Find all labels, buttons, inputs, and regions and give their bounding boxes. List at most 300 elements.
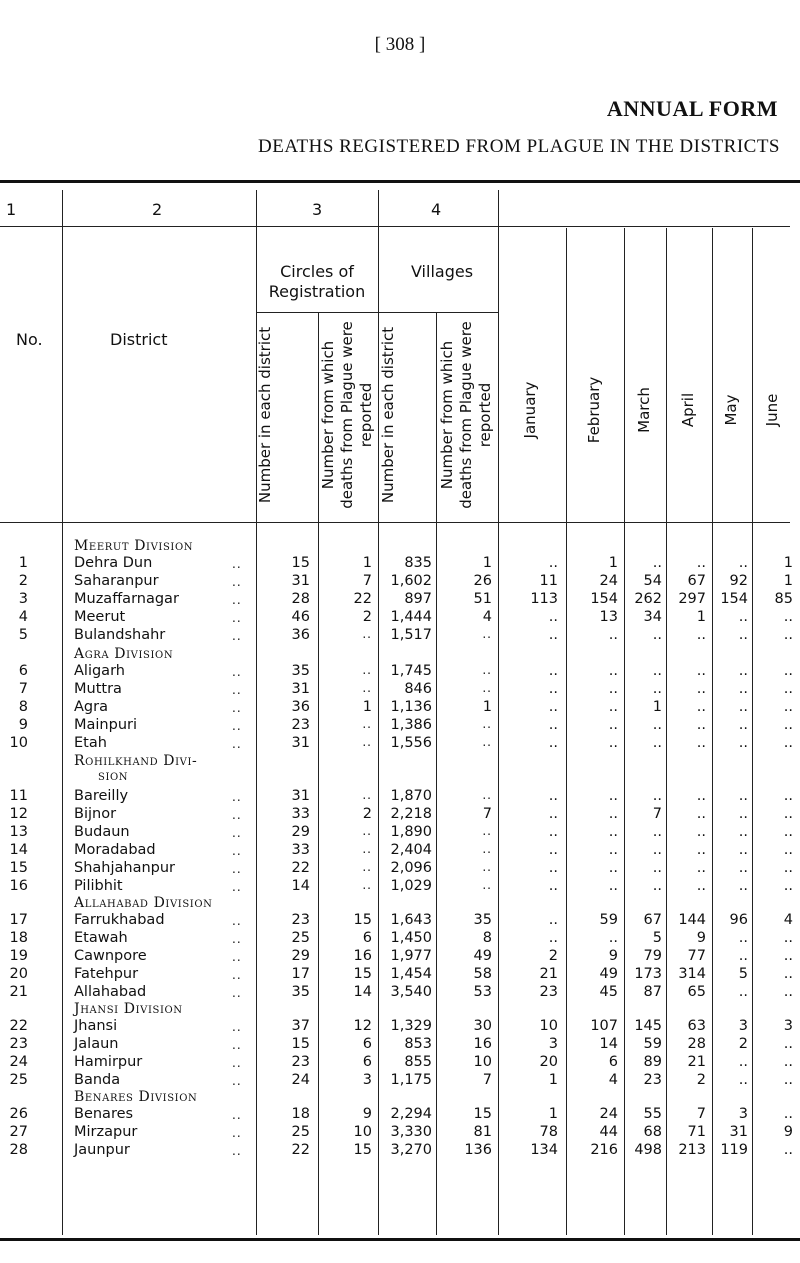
cell-c-num: 37: [291, 1018, 310, 1034]
cell-month: 1: [548, 1072, 558, 1088]
bottom-rule: [0, 1238, 800, 1241]
cell-month: 314: [678, 966, 706, 982]
col-divider: [436, 312, 437, 1235]
cell-month: ..: [738, 555, 748, 571]
row-number: 19: [9, 948, 28, 964]
cell-month: ..: [738, 609, 748, 625]
division-heading: Meerut Division: [74, 538, 194, 554]
cell-month: 297: [678, 591, 706, 607]
cell-v-num: 1,602: [390, 573, 432, 589]
leader-dots: ..: [232, 862, 242, 876]
cell-month: ..: [652, 842, 662, 858]
month-header-january: January: [521, 381, 539, 439]
cell-month: 44: [599, 1124, 618, 1140]
cell-v-num: 1,386: [390, 717, 432, 733]
row-number: 4: [18, 609, 28, 625]
cell-month: 5: [652, 930, 662, 946]
cell-v-num: 853: [404, 1036, 432, 1052]
cell-v-rep: ..: [482, 735, 492, 749]
leader-dots: ..: [232, 719, 242, 733]
cell-month: 1: [696, 609, 706, 625]
cell-v-num: 1,029: [390, 878, 432, 894]
cell-c-rep: ..: [362, 735, 372, 749]
district-name: Dehra Dun: [74, 555, 153, 571]
cell-v-num: 846: [404, 681, 432, 697]
cell-v-rep: 26: [473, 573, 492, 589]
cell-month: ..: [608, 842, 618, 858]
column-number: 1: [6, 200, 17, 219]
cell-v-rep: 136: [464, 1142, 492, 1158]
row-number: 12: [9, 806, 28, 822]
leader-dots: ..: [232, 1144, 242, 1158]
cell-c-num: 29: [291, 824, 310, 840]
cell-month: ..: [738, 1072, 748, 1088]
cell-v-rep: 7: [482, 806, 492, 822]
row-number: 20: [9, 966, 28, 982]
cell-month: ..: [548, 930, 558, 946]
cell-month: ..: [783, 984, 793, 1000]
cell-month: ..: [548, 627, 558, 643]
cell-c-num: 31: [291, 735, 310, 751]
cell-month: 23: [539, 984, 558, 1000]
cell-v-num: 1,175: [390, 1072, 432, 1088]
division-heading: Agra Division: [74, 646, 174, 662]
month-header-march: March: [635, 387, 653, 433]
cell-v-rep: 15: [473, 1106, 492, 1122]
cell-v-rep: ..: [482, 878, 492, 892]
cell-month: ..: [608, 860, 618, 876]
cell-c-rep: ..: [362, 878, 372, 892]
cell-c-num: 23: [291, 717, 310, 733]
cell-month: ..: [738, 1054, 748, 1070]
cell-month: 262: [634, 591, 662, 607]
cell-month: 28: [687, 1036, 706, 1052]
cell-month: 173: [634, 966, 662, 982]
cell-month: ..: [608, 717, 618, 733]
column-number: 4: [431, 200, 442, 219]
cell-c-rep: 1: [362, 555, 372, 571]
row-number: 18: [9, 930, 28, 946]
cell-v-rep: 16: [473, 1036, 492, 1052]
cell-c-rep: 6: [362, 930, 372, 946]
cell-v-rep: 1: [482, 699, 492, 715]
district-name: Etawah: [74, 930, 128, 946]
row-number: 10: [9, 735, 28, 751]
cell-month: 49: [599, 966, 618, 982]
cell-month: ..: [783, 1054, 793, 1070]
cell-month: ..: [783, 806, 793, 822]
leader-dots: ..: [232, 575, 242, 589]
cell-month: ..: [548, 878, 558, 894]
cell-c-rep: ..: [362, 681, 372, 695]
cell-month: ..: [783, 878, 793, 894]
cell-v-rep: ..: [482, 860, 492, 874]
leader-dots: ..: [232, 914, 242, 928]
cell-month: ..: [548, 681, 558, 697]
cell-c-rep: 15: [353, 966, 372, 982]
row-number: 28: [9, 1142, 28, 1158]
leader-dots: ..: [232, 932, 242, 946]
cell-month: ..: [608, 663, 618, 679]
division-heading: Jhansi Division: [74, 1001, 183, 1017]
district-name: Banda: [74, 1072, 121, 1088]
cell-month: ..: [696, 627, 706, 643]
district-name: Bijnor: [74, 806, 117, 822]
row-number: 15: [9, 860, 28, 876]
district-name: Saharanpur: [74, 573, 159, 589]
cell-month: ..: [696, 788, 706, 804]
cell-v-rep: 30: [473, 1018, 492, 1034]
cell-v-rep: ..: [482, 788, 492, 802]
row-number: 2: [18, 573, 28, 589]
cell-month: ..: [696, 878, 706, 894]
cell-month: ..: [738, 663, 748, 679]
cell-month: ..: [783, 930, 793, 946]
villages-number-header: Number in each district: [379, 326, 397, 504]
cell-c-rep: 16: [353, 948, 372, 964]
cell-month: ..: [696, 681, 706, 697]
cell-month: 89: [643, 1054, 662, 1070]
cell-month: 45: [599, 984, 618, 1000]
villages-header: Villages: [410, 262, 474, 281]
row-number: 17: [9, 912, 28, 928]
cell-v-rep: 8: [482, 930, 492, 946]
cell-month: 24: [599, 573, 618, 589]
cell-v-num: 1,136: [390, 699, 432, 715]
cell-month: 1: [608, 555, 618, 571]
cell-c-rep: 7: [362, 573, 372, 589]
circles-number-header: Number in each district: [256, 326, 274, 504]
cell-month: 1: [652, 699, 662, 715]
cell-month: 5: [738, 966, 748, 982]
leader-dots: ..: [232, 1108, 242, 1122]
cell-month: ..: [783, 699, 793, 715]
district-name: Agra: [74, 699, 108, 715]
cell-month: ..: [652, 681, 662, 697]
district-name: Allahabad: [74, 984, 147, 1000]
division-heading: Allahabad Division: [74, 895, 213, 911]
cell-c-num: 31: [291, 788, 310, 804]
col-divider: [566, 228, 567, 1235]
cell-month: 87: [643, 984, 662, 1000]
cell-month: ..: [548, 842, 558, 858]
row-number: 21: [9, 984, 28, 1000]
row-number: 13: [9, 824, 28, 840]
cell-month: ..: [783, 627, 793, 643]
cell-month: ..: [608, 824, 618, 840]
cell-c-rep: 9: [362, 1106, 372, 1122]
cell-month: 2: [696, 1072, 706, 1088]
cell-month: 144: [678, 912, 706, 928]
cell-month: 3: [738, 1018, 748, 1034]
month-header-february: February: [585, 376, 603, 444]
cell-v-rep: ..: [482, 824, 492, 838]
district-name: Muzaffarnagar: [74, 591, 179, 607]
cell-month: ..: [738, 878, 748, 894]
cell-month: 21: [687, 1054, 706, 1070]
district-name: Farrukhabad: [74, 912, 165, 928]
leader-dots: ..: [232, 844, 242, 858]
cell-month: ..: [783, 1142, 793, 1158]
cell-month: ..: [783, 717, 793, 733]
district-name: Jhansi: [74, 1018, 118, 1034]
cell-v-rep: ..: [482, 663, 492, 677]
cell-c-rep: 6: [362, 1054, 372, 1070]
leader-dots: ..: [232, 593, 242, 607]
cell-v-num: 3,330: [390, 1124, 432, 1140]
page-title: ANNUAL FORM: [606, 96, 778, 121]
leader-dots: ..: [232, 683, 242, 697]
district-name: Mainpuri: [74, 717, 137, 733]
cell-c-num: 22: [291, 1142, 310, 1158]
cell-month: ..: [608, 806, 618, 822]
cell-month: 85: [774, 591, 793, 607]
cell-c-rep: 10: [353, 1124, 372, 1140]
month-header-april: April: [679, 392, 697, 428]
leader-dots: ..: [232, 1020, 242, 1034]
cell-month: 113: [530, 591, 558, 607]
cell-v-rep: 49: [473, 948, 492, 964]
cell-c-num: 33: [291, 806, 310, 822]
cell-month: ..: [738, 984, 748, 1000]
district-header: District: [110, 330, 168, 349]
row-number: 25: [9, 1072, 28, 1088]
district-name: Fatehpur: [74, 966, 139, 982]
cell-month: 31: [729, 1124, 748, 1140]
cell-month: 3: [548, 1036, 558, 1052]
cell-month: ..: [738, 930, 748, 946]
cell-c-num: 17: [291, 966, 310, 982]
cell-month: 77: [687, 948, 706, 964]
cell-c-rep: ..: [362, 860, 372, 874]
cell-month: 216: [590, 1142, 618, 1158]
cell-month: 119: [720, 1142, 748, 1158]
cell-month: 21: [539, 966, 558, 982]
cell-month: ..: [548, 788, 558, 804]
district-name: Bulandshahr: [74, 627, 166, 643]
leader-dots: ..: [232, 1038, 242, 1052]
cell-c-rep: 15: [353, 912, 372, 928]
district-name: Hamirpur: [74, 1054, 143, 1070]
cell-month: 67: [643, 912, 662, 928]
row-number: 9: [18, 717, 28, 733]
cell-month: ..: [783, 788, 793, 804]
cell-month: 10: [539, 1018, 558, 1034]
cell-month: 55: [643, 1106, 662, 1122]
row-number: 1: [18, 555, 28, 571]
cell-month: 498: [634, 1142, 662, 1158]
cell-c-rep: 12: [353, 1018, 372, 1034]
district-name: Budaun: [74, 824, 130, 840]
leader-dots: ..: [232, 880, 242, 894]
cell-month: ..: [696, 699, 706, 715]
cell-month: ..: [783, 842, 793, 858]
cell-month: 213: [678, 1142, 706, 1158]
cell-month: ..: [608, 788, 618, 804]
cell-month: 68: [643, 1124, 662, 1140]
cell-month: 79: [643, 948, 662, 964]
leader-dots: ..: [232, 629, 242, 643]
cell-c-rep: 15: [353, 1142, 372, 1158]
cell-month: ..: [652, 788, 662, 804]
cell-c-num: 36: [291, 627, 310, 643]
cell-month: ..: [696, 842, 706, 858]
cell-c-rep: 1: [362, 699, 372, 715]
cell-c-rep: 2: [362, 806, 372, 822]
cell-month: ..: [608, 735, 618, 751]
leader-dots: ..: [232, 557, 242, 571]
cell-month: ..: [738, 842, 748, 858]
cell-v-num: 1,870: [390, 788, 432, 804]
cell-v-num: 1,444: [390, 609, 432, 625]
cell-v-num: 3,270: [390, 1142, 432, 1158]
cell-month: ..: [548, 824, 558, 840]
row-number: 8: [18, 699, 28, 715]
cell-month: ..: [652, 627, 662, 643]
cell-c-num: 33: [291, 842, 310, 858]
cell-c-num: 25: [291, 1124, 310, 1140]
district-name: Mirzapur: [74, 1124, 138, 1140]
district-name: Aligarh: [74, 663, 125, 679]
division-heading: sion: [98, 768, 129, 784]
cell-v-num: 897: [404, 591, 432, 607]
cell-c-rep: 14: [353, 984, 372, 1000]
cell-month: 4: [783, 912, 793, 928]
cell-month: 11: [539, 573, 558, 589]
cell-v-num: 1,556: [390, 735, 432, 751]
cell-month: ..: [548, 912, 558, 928]
cell-v-rep: ..: [482, 717, 492, 731]
cell-month: 34: [643, 609, 662, 625]
cell-month: 145: [634, 1018, 662, 1034]
cell-v-rep: ..: [482, 627, 492, 641]
cell-v-num: 2,096: [390, 860, 432, 876]
cell-month: 134: [530, 1142, 558, 1158]
col-divider: [62, 190, 63, 1235]
no-header: No.: [16, 330, 43, 349]
header-rule-3: [0, 522, 790, 523]
cell-month: 2: [548, 948, 558, 964]
row-number: 27: [9, 1124, 28, 1140]
cell-month: ..: [652, 824, 662, 840]
cell-month: ..: [652, 878, 662, 894]
cell-month: ..: [608, 681, 618, 697]
district-name: Shahjahanpur: [74, 860, 176, 876]
cell-c-num: 36: [291, 699, 310, 715]
col-divider: [498, 190, 499, 1235]
column-number: 3: [312, 200, 323, 219]
cell-c-num: 14: [291, 878, 310, 894]
cell-c-num: 15: [291, 1036, 310, 1052]
division-heading: Rohilkhand Divi-: [74, 753, 198, 769]
cell-month: ..: [783, 948, 793, 964]
row-number: 11: [9, 788, 28, 804]
cell-month: ..: [783, 860, 793, 876]
column-number: 2: [152, 200, 163, 219]
cell-month: ..: [696, 806, 706, 822]
cell-month: ..: [738, 717, 748, 733]
district-name: Etah: [74, 735, 107, 751]
cell-month: ..: [548, 609, 558, 625]
row-number: 16: [9, 878, 28, 894]
cell-month: ..: [548, 717, 558, 733]
cell-c-num: 31: [291, 681, 310, 697]
district-name: Bareilly: [74, 788, 129, 804]
cell-v-num: 1,745: [390, 663, 432, 679]
cell-c-num: 23: [291, 912, 310, 928]
cell-c-rep: ..: [362, 627, 372, 641]
cell-month: 2: [738, 1036, 748, 1052]
circles-header: Circles of Registration: [268, 262, 366, 301]
cell-month: 3: [783, 1018, 793, 1034]
district-name: Moradabad: [74, 842, 156, 858]
row-number: 26: [9, 1106, 28, 1122]
cell-month: ..: [696, 555, 706, 571]
cell-month: ..: [738, 788, 748, 804]
cell-month: 9: [608, 948, 618, 964]
cell-month: ..: [608, 627, 618, 643]
leader-dots: ..: [232, 808, 242, 822]
leader-dots: ..: [232, 1056, 242, 1070]
row-number: 23: [9, 1036, 28, 1052]
cell-v-num: 1,450: [390, 930, 432, 946]
cell-month: 14: [599, 1036, 618, 1052]
cell-v-rep: 4: [482, 609, 492, 625]
district-name: Pilibhit: [74, 878, 123, 894]
cell-month: ..: [783, 735, 793, 751]
header-rule-1: [0, 226, 790, 227]
cell-v-rep: ..: [482, 842, 492, 856]
cell-v-num: 1,643: [390, 912, 432, 928]
cell-month: 71: [687, 1124, 706, 1140]
leader-dots: ..: [232, 986, 242, 1000]
cell-month: 23: [643, 1072, 662, 1088]
cell-month: 9: [696, 930, 706, 946]
cell-month: ..: [783, 663, 793, 679]
cell-c-num: 22: [291, 860, 310, 876]
cell-c-num: 15: [291, 555, 310, 571]
cell-c-num: 31: [291, 573, 310, 589]
cell-c-rep: ..: [362, 663, 372, 677]
cell-month: ..: [738, 699, 748, 715]
row-number: 6: [18, 663, 28, 679]
leader-dots: ..: [232, 701, 242, 715]
leader-dots: ..: [232, 950, 242, 964]
cell-month: ..: [738, 860, 748, 876]
cell-month: 59: [643, 1036, 662, 1052]
cell-month: ..: [783, 1036, 793, 1052]
cell-month: ..: [738, 681, 748, 697]
cell-month: ..: [548, 735, 558, 751]
leader-dots: ..: [232, 1126, 242, 1140]
division-heading: Benares Division: [74, 1089, 198, 1105]
cell-month: ..: [608, 930, 618, 946]
row-number: 22: [9, 1018, 28, 1034]
cell-month: 107: [590, 1018, 618, 1034]
cell-v-num: 1,329: [390, 1018, 432, 1034]
cell-month: 1: [783, 555, 793, 571]
row-number: 3: [18, 591, 28, 607]
cell-v-num: 2,218: [390, 806, 432, 822]
cell-month: 65: [687, 984, 706, 1000]
cell-month: ..: [696, 663, 706, 679]
district-name: Benares: [74, 1106, 134, 1122]
leader-dots: ..: [232, 968, 242, 982]
cell-month: 9: [783, 1124, 793, 1140]
cell-month: ..: [783, 681, 793, 697]
villages-reported-header: Number from which deaths from Plague were reported: [438, 321, 494, 509]
cell-month: ..: [696, 717, 706, 733]
